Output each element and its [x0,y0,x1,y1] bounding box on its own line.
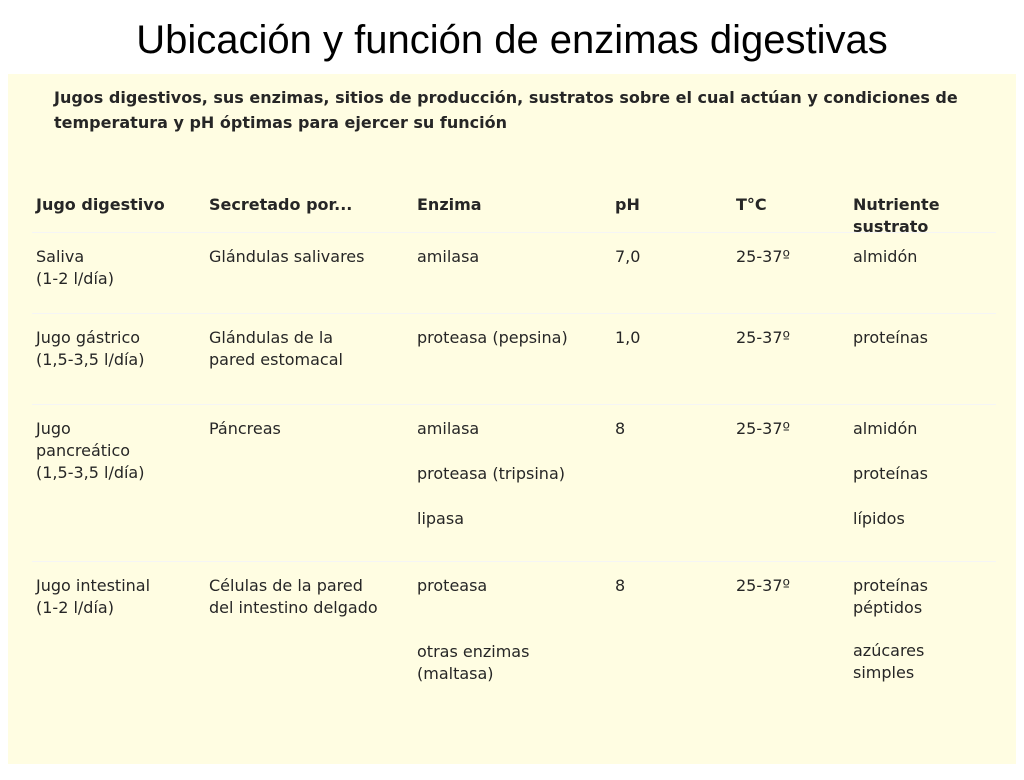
cell-jugo [32,236,201,313]
table-caption: Jugos digestivos, sus enzimas, sitios de producción, sustratos sobre el cual actúan y condiciones de temperatura y pH óptimas para ejercer su función [54,88,958,132]
cell-line: proteasa [417,576,488,595]
cell-line: proteínas [853,328,929,347]
cell-line: Jugo [36,419,71,438]
header-ph: pH [615,195,640,214]
cell-line: (1-2 l/día) [36,269,114,288]
cell-secretado [205,236,409,313]
cell-line: pared estomacal [209,350,343,369]
cell-jugo [32,317,201,404]
spacer [417,440,607,463]
cell-line: proteínas [853,464,929,483]
cell-secretado [205,565,409,780]
cell-line: del intestino delgado [209,598,378,617]
cell-line: lípidos [853,509,905,528]
cell-line: Páncreas [209,419,281,438]
cell-secretado [205,317,409,404]
cell-jugo [32,565,201,780]
header-enzima: Enzima [417,195,482,214]
cell-line: Glándulas salivares [209,247,365,266]
cell-line: almidón [853,419,918,438]
cell-sustrato [849,236,1016,313]
cell-line: lipasa [417,509,464,528]
cell-line: almidón [853,247,918,266]
cell-temperatura: 25-37º [736,247,791,266]
cell-sustrato [849,408,1016,561]
cell-line: Glándulas de la [209,328,334,347]
cell-enzima [413,565,607,780]
cell-line: Células de la pared [209,576,363,595]
cell-temperatura: 25-37º [736,328,791,347]
cell-line: proteasa (pepsina) [417,328,568,347]
cell-temperatura: 25-37º [736,419,791,438]
cell-secretado [205,408,409,561]
cell-jugo [32,408,201,561]
cell-ph: 7,0 [615,247,641,266]
header-jugo-digestivo: Jugo digestivo [36,195,165,214]
cell-line: (1,5-3,5 l/día) [36,350,145,369]
spacer [417,597,607,641]
cell-line: (maltasa) [417,664,494,683]
cell-line: péptidos [853,598,923,617]
cell-line: (1,5-3,5 l/día) [36,463,145,482]
header-nutriente-sustrato: Nutriente sustrato [853,195,940,232]
header-temperatura: T°C [736,195,767,214]
cell-enzima [413,236,607,313]
cell-line: (1-2 l/día) [36,598,114,617]
cell-ph: 8 [615,576,626,595]
cell-line: Jugo gástrico [36,328,141,347]
cell-line: Jugo intestinal [36,576,151,595]
cell-sustrato [849,565,1016,780]
cell-line: otras enzimas [417,642,530,661]
header-secretado-por: Secretado por... [209,195,353,214]
cell-temperatura: 25-37º [736,576,791,595]
table-image-panel [8,74,1016,764]
cell-line: proteínas [853,576,929,595]
enzyme-table [32,178,996,764]
cell-line: pancreático [36,441,131,460]
spacer [853,619,1016,640]
cell-enzima [413,408,607,561]
spacer [417,485,607,508]
cell-line: amilasa [417,247,480,266]
cell-line: azúcares [853,641,925,660]
spacer [853,440,1016,463]
cell-enzima [413,317,607,404]
cell-ph: 1,0 [615,328,641,347]
spacer [853,485,1016,508]
cell-ph: 8 [615,419,626,438]
cell-line: amilasa [417,419,480,438]
cell-line: simples [853,663,915,682]
cell-line: Saliva [36,247,85,266]
slide-title: Ubicación y función de enzimas digestivas [136,18,888,62]
cell-sustrato [849,317,1016,404]
cell-line: proteasa (tripsina) [417,464,565,483]
